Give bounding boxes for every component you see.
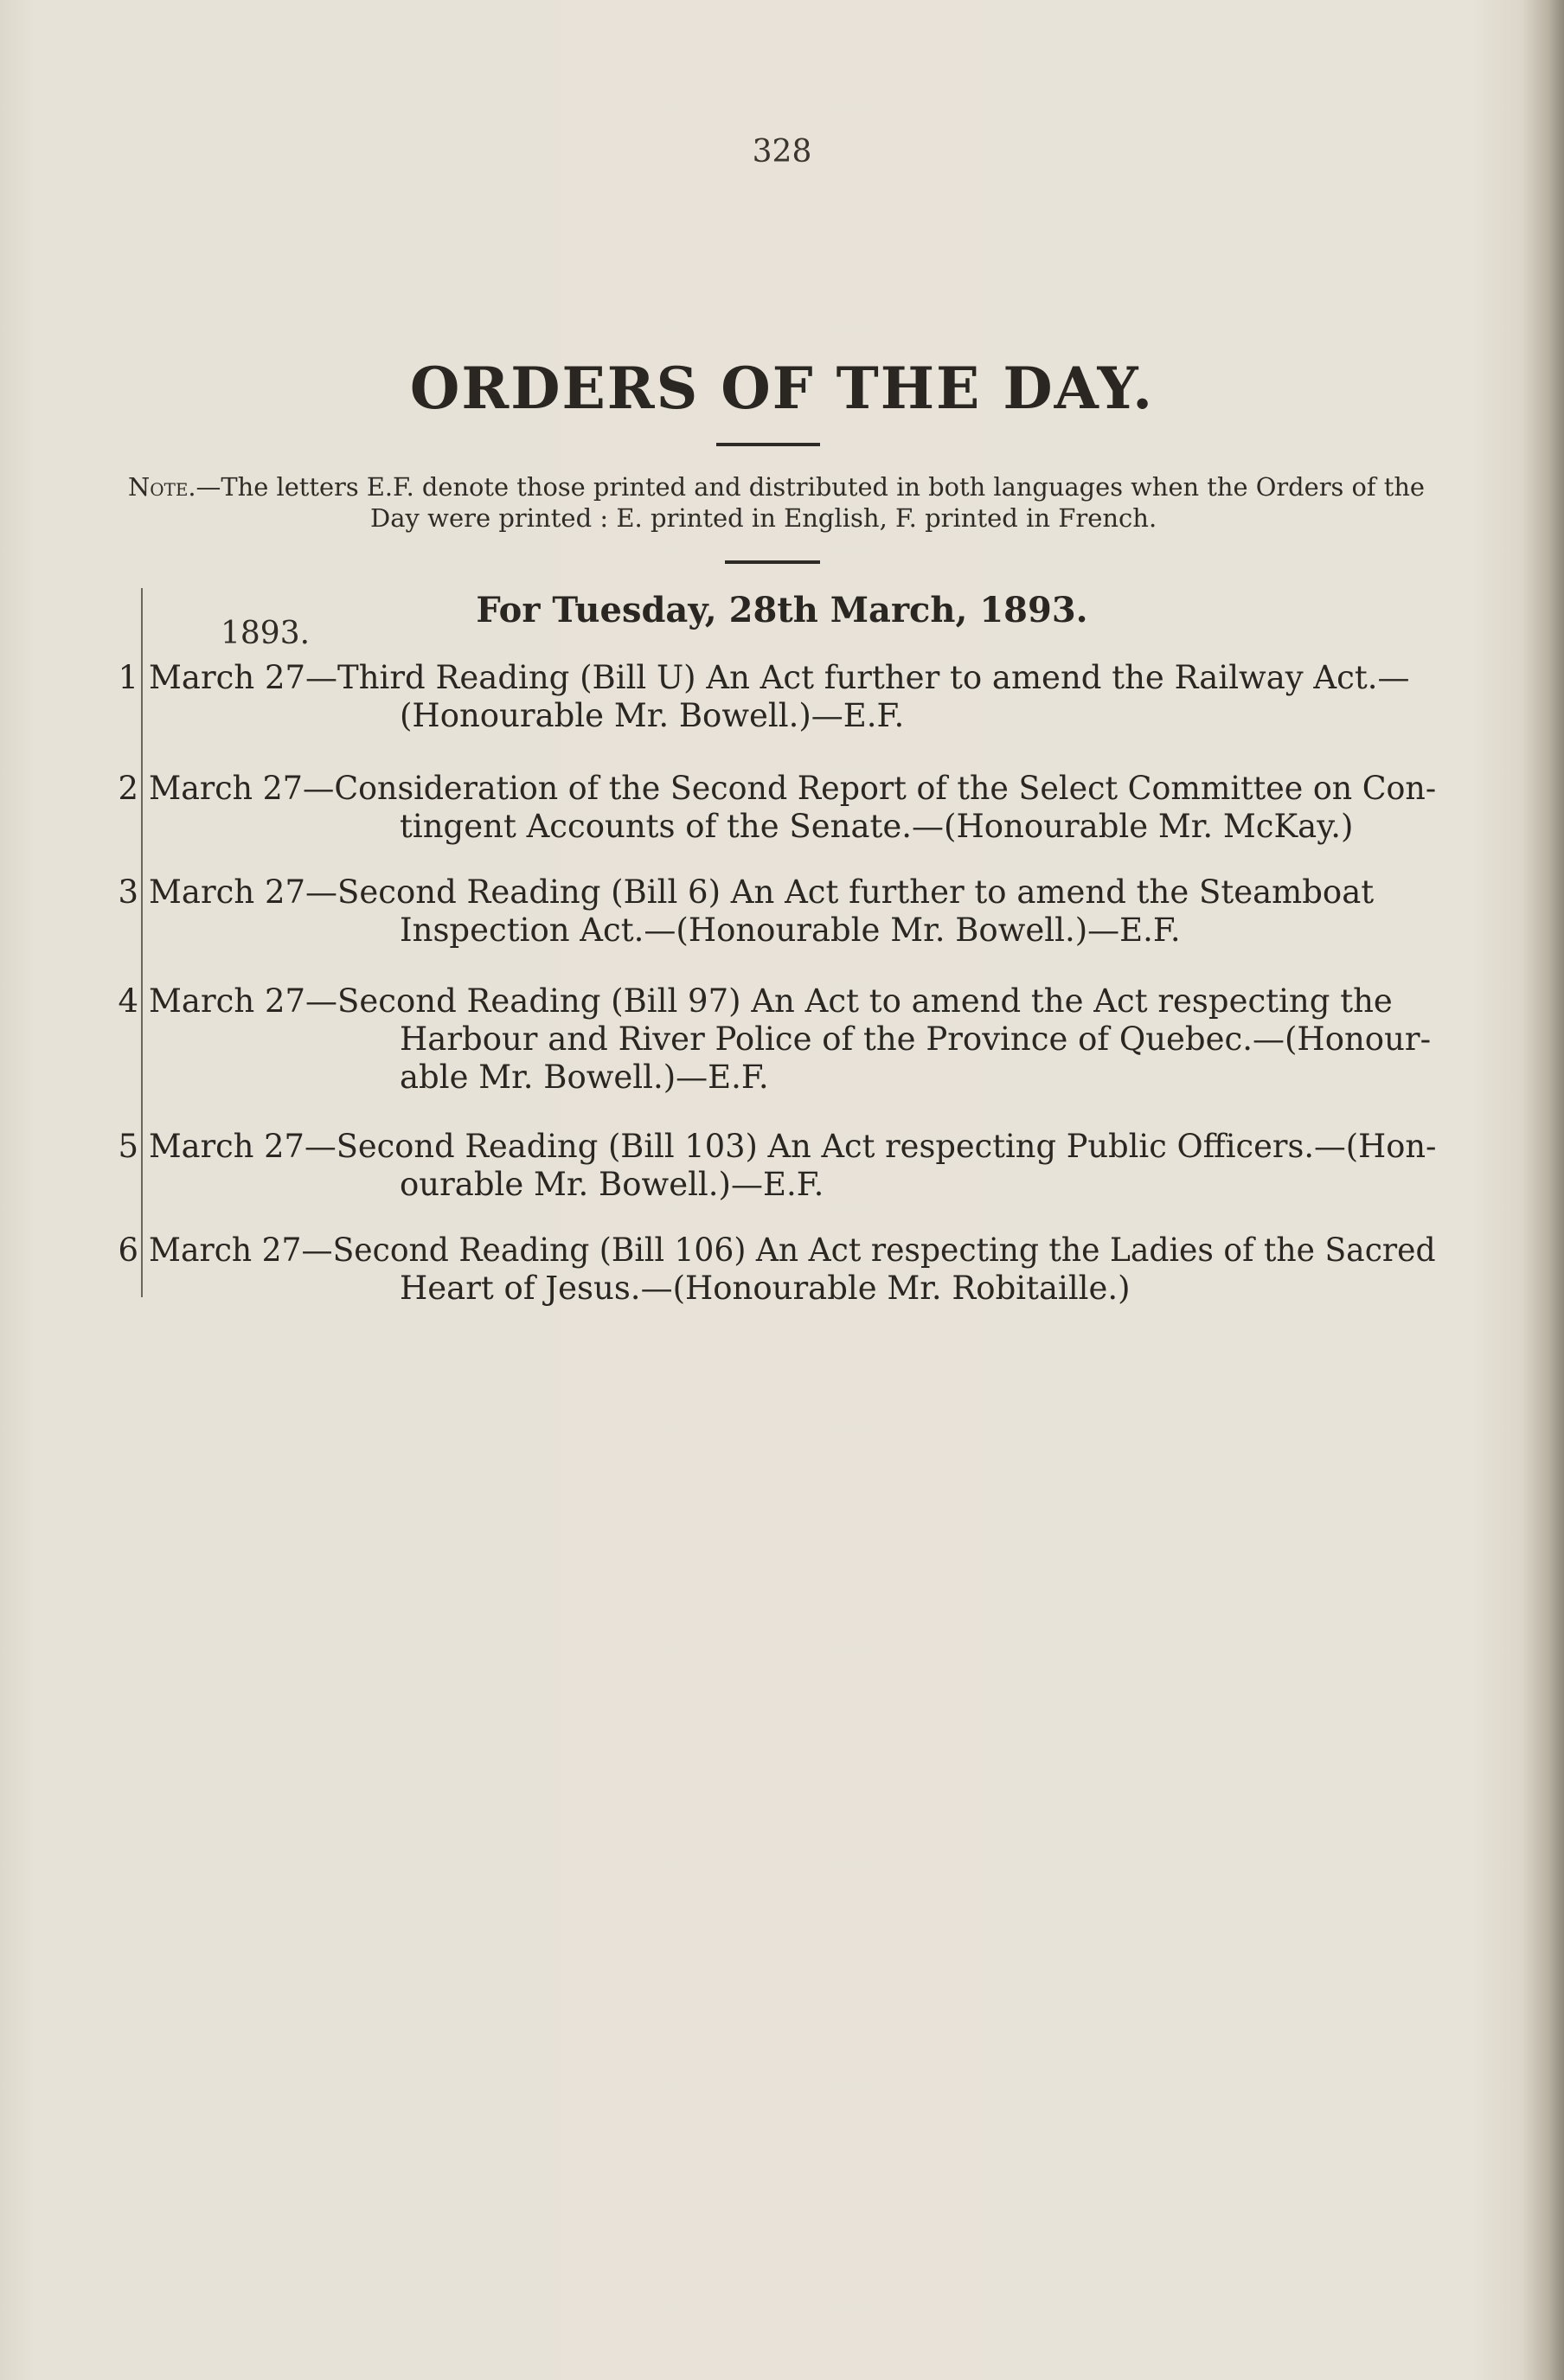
order-text [149,873,1436,950]
note-line-1 [128,471,1425,502]
order-line: (Honourable Mr. Bowell.)—E.F. [400,697,905,734]
title-divider [716,443,820,446]
order-line: Harbour and River Police of the Province of Quebec.—(Honour- [400,1020,1432,1058]
order-line: tingent Accounts of the Senate.—(Honourable Mr. McKay.) [400,808,1354,845]
order-number: 2 [118,770,138,807]
order-number: 6 [118,1232,138,1269]
order-text [149,1232,1436,1308]
note-paragraph [128,471,1426,534]
order-number: 5 [118,1128,138,1165]
order-number: 3 [118,873,138,911]
date-heading: For Tuesday, 28th March, 1893. [476,590,1088,630]
note-divider [725,560,820,564]
order-line: Heart of Jesus.—(Honourable Mr. Robitaille.) [400,1270,1131,1307]
note-text-1: —The letters E.F. denote those printed and distributed in both languages when the Orders of the [196,472,1425,502]
order-line: able Mr. Bowell.)—E.F. [400,1059,769,1096]
note-line-2: Day were printed : E. printed in English, F. printed in French. [370,503,1157,533]
note-label: Note. [128,472,196,502]
order-line: March 27—Second Reading (Bill 6) An Act further to amend the Steamboat [149,873,1375,911]
order-line: ourable Mr. Bowell.)—E.F. [400,1166,824,1203]
margin-rule [141,588,143,1297]
year-label: 1893. [221,616,311,651]
page-title: ORDERS OF THE DAY. [409,355,1155,422]
order-number: 1 [118,659,138,696]
order-text [149,1128,1436,1204]
order-line: March 27—Second Reading (Bill 103) An Act respecting Public Officers.—(Hon- [149,1128,1437,1165]
order-line: March 27—Second Reading (Bill 97) An Act to amend the Act respecting the [149,982,1393,1020]
order-line: March 27—Second Reading (Bill 106) An Act respecting the Ladies of the Sacred [149,1232,1436,1269]
order-text [149,982,1436,1097]
order-text [149,659,1436,735]
order-line: March 27—Consideration of the Second Report of the Select Committee on Con- [149,770,1437,807]
order-line: Inspection Act.—(Honourable Mr. Bowell.)—E.F. [400,912,1181,949]
order-line: March 27—Third Reading (Bill U) An Act further to amend the Railway Act.— [149,659,1410,696]
order-number: 4 [118,982,138,1020]
page-number: 328 [752,134,812,170]
order-text [149,770,1436,846]
